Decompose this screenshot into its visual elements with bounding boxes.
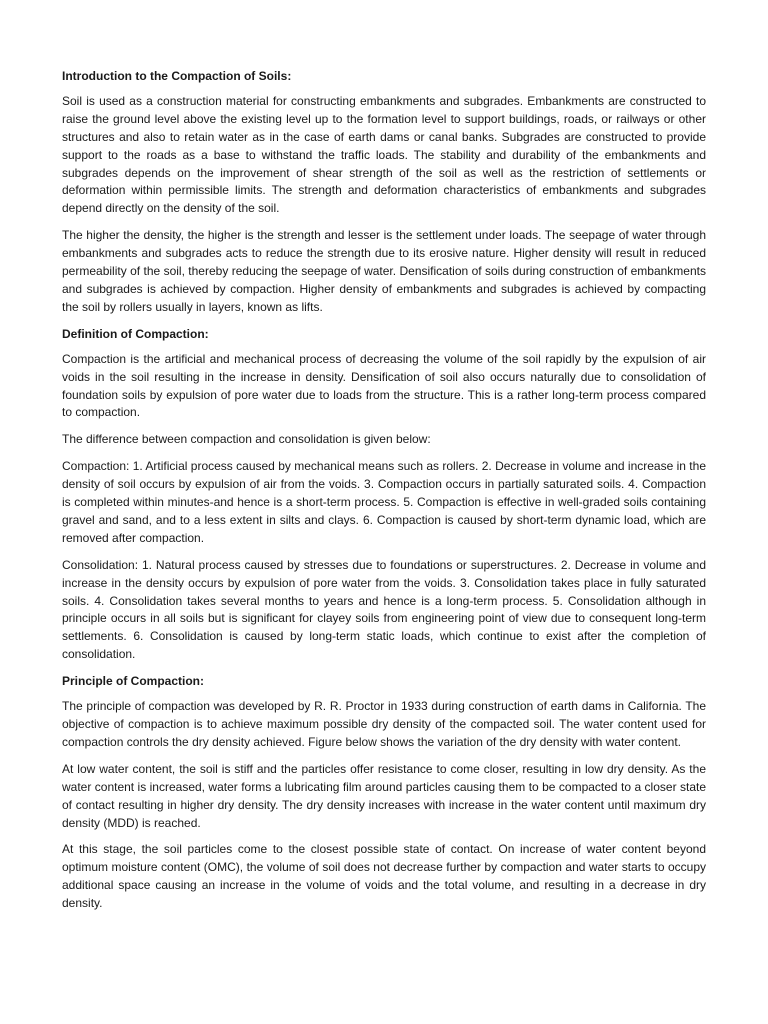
paragraph: The difference between compaction and consolidation is given below: <box>62 432 431 447</box>
paragraph: The principle of compaction was developed by R. R. Proctor in 1933 during construction of earth dams in California. The objective of compaction is to achieve maximum possible dry density of the compacted soil. The water content used for compaction controls the dry density achieved. Figure below shows the variation of the dry density with water content. <box>62 699 706 749</box>
paragraph: Compaction: 1. Artificial process caused by mechanical means such as rollers. 2. Decrease in volume and increase in the density of soil occurs by expulsion of air from the voids. 3. Compaction occurs in partially saturated soils. 4. Compaction is completed within minutes-and hence is a short-term process. 5. Compaction is effective in well-graded soils containing gravel and sand, and to a less extent in silts and clays. 6. Compaction is caused by short-term dynamic load, which are removed after compaction. <box>62 459 706 545</box>
paragraph: Compaction is the artificial and mechanical process of decreasing the volume of the soil rapidly by the expulsion of air voids in the soil resulting in the increase in density. Densification of soil also occurs naturally due to consolidation of foundation soils by expulsion of pore water due to loads from the structure. This is a rather long-term process compared to compaction. <box>62 351 706 420</box>
heading-definition: Definition of Compaction: <box>62 326 209 341</box>
heading-introduction: Introduction to the Compaction of Soils: <box>62 69 292 83</box>
paragraph: Soil is used as a construction material for constructing embankments and subgrades. Embankments are constructed to raise the ground level above the existing level up to the formation level to support buildings, roads, or railways or other structures and also to retain water as in the case of earth dams or canal banks. Subgrades are constructed to provide support to the roads as a base to withstand the traffic loads. The stability and durability of the embankments and subgrades depends on the improvement of shear strength of the soil as well as the restriction of settlements or deformation within permissible limits. The strength and deformation characteristics of embankments and subgrades depend directly on the density of the soil. <box>62 93 706 216</box>
paragraph: At low water content, the soil is stiff and the particles offer resistance to come closer, resulting in low dry density. As the water content is increased, water forms a lubricating film around particles causing them to be compacted to a closer state of contact resulting in higher dry density. The dry density increases with increase in the water content until maximum dry density (MDD) is reached. <box>62 761 706 830</box>
paragraph: At this stage, the soil particles come to the closest possible state of contact. On increase of water content beyond optimum moisture content (OMC), the volume of soil does not decrease further by compaction and water starts to occupy additional space causing an increase in the volume of voids and the total volume, and resulting in a decrease in dry density. <box>62 842 706 911</box>
heading-principle: Principle of Compaction: <box>62 674 205 689</box>
paragraph: Consolidation: 1. Natural process caused by stresses due to foundations or superstructures. 2. Decrease in volume and increase in the density occurs by expulsion of pore water from the voids. 3. Consolidation takes place in fully saturated soils. 4. Consolidation takes several months to years and hence is a long-term process. 5. Consolidation although in principle occurs in all soils but is significant for clayey soils from engineering point of view due to consequent long-term settlements. 6. Consolidation is caused by long-term static loads, which continue to exist after the completion of consolidation. <box>62 557 706 662</box>
paragraph: The higher the density, the higher is the strength and lesser is the settlement under loads. The seepage of water through embankments and subgrades acts to reduce the strength due to its erosive nature. Higher density will result in reduced permeability of the soil, thereby reducing the seepage of water. Densification of soils during construction of embankments and subgrades is achieved by compaction. Higher density of embankments and subgrades is achieved by compacting the soil by rollers usually in layers, known as lifts. <box>62 228 706 314</box>
